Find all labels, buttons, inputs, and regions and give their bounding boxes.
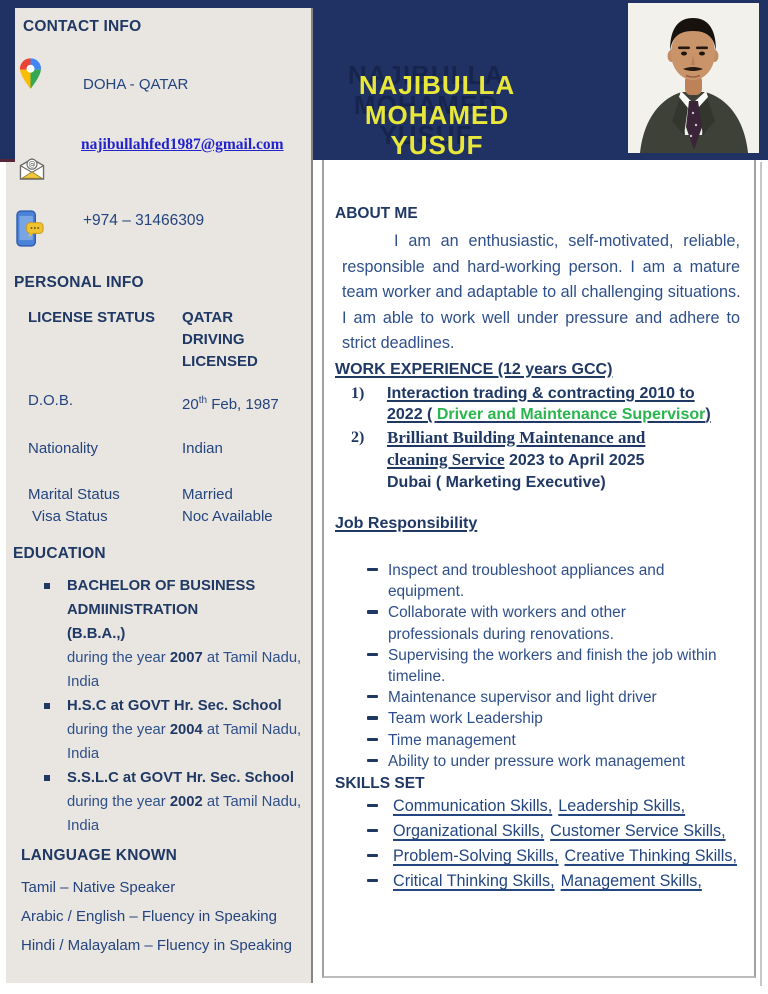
- marital-status-row: [28, 484, 308, 506]
- visa-status-value: Noc Available: [182, 508, 273, 525]
- responsibility-item: Ability to under pressure work management: [335, 751, 754, 772]
- phone-number: +974 – 31466309: [83, 212, 205, 229]
- education-item: S.S.L.C at GOVT Hr. Sec. School during the year 2002 at Tamil Nadu, India: [6, 766, 313, 838]
- about-me-paragraph: I am an enthusiastic, self-motivated, reliable, responsible and hard-working person. I am a mature team worker and adaptable to all challenging situations. I am able to work well under pressure and adhere to strict deadlines.: [342, 232, 741, 353]
- location-text: DOHA - QATAR: [83, 76, 189, 93]
- languages-title: LANGUAGE KNOWN: [21, 847, 178, 864]
- map-pin-icon: [20, 58, 41, 94]
- main-content: [322, 160, 756, 978]
- experience-item-2-line2: cleaning Service 2023 to April 2025: [387, 449, 645, 469]
- responsibility-item: Collaborate with workers and other professionals during renovations.: [335, 602, 754, 644]
- education-detail: during the year 2004 at Tamil Nadu, India: [67, 722, 302, 762]
- portrait-image: [628, 3, 759, 153]
- dash-bullet-icon: [367, 610, 378, 613]
- visa-status-label: Visa Status: [32, 508, 108, 525]
- responsibility-item: Time management: [335, 730, 754, 751]
- dash-bullet-icon: [367, 716, 378, 719]
- skills-row: [335, 819, 754, 844]
- about-me-title: ABOUT ME: [335, 205, 418, 222]
- nationality-row: [28, 438, 308, 460]
- skill-item: Communication Skills,: [393, 797, 553, 815]
- skills-row: [335, 794, 754, 819]
- sidebar: [6, 8, 313, 983]
- profile-photo: [628, 3, 759, 153]
- responsibility-item: Maintenance supervisor and light driver: [335, 687, 754, 708]
- experience-item-2: 2) Brilliant Building Maintenance and cleaning Service 2023 to April 2025 Dubai ( Marketing Executive): [335, 427, 754, 494]
- dash-bullet-icon: [367, 759, 378, 762]
- dash-bullet-icon: [367, 854, 378, 857]
- skills-row: [335, 869, 754, 894]
- name-line-2: MOHAMED YUSUF: [364, 100, 510, 160]
- name-line-1: NAJIBULLA: [358, 70, 516, 100]
- candidate-name: [330, 70, 544, 160]
- license-row: [28, 307, 308, 373]
- dob-label: D.O.B.: [28, 392, 74, 409]
- language-item: Arabic / English – Fluency in Speaking: [21, 908, 277, 925]
- visa-status-row: [32, 506, 312, 528]
- responsibility-item: Inspect and troubleshoot appliances and equipment.: [335, 560, 754, 602]
- education-item: H.S.C at GOVT Hr. Sec. School during the year 2004 at Tamil Nadu, India: [6, 694, 313, 766]
- skill-item: Problem-Solving Skills,: [393, 847, 559, 865]
- work-experience-title: WORK EXPERIENCE (12 years GCC): [335, 360, 613, 378]
- nationality-value: Indian: [182, 440, 223, 457]
- dash-bullet-icon: [367, 653, 378, 656]
- dash-bullet-icon: [367, 695, 378, 698]
- nationality-label: Nationality: [28, 440, 99, 457]
- page-edge-line: [760, 162, 762, 986]
- education-title: EDUCATION: [13, 545, 106, 562]
- skills-row: [335, 844, 754, 869]
- education-detail: during the year 2002 at Tamil Nadu, India: [67, 794, 302, 834]
- license-value: QATAR DRIVING LICENSED: [182, 309, 258, 370]
- dob-row: [28, 390, 308, 416]
- skill-item: Organizational Skills,: [393, 822, 545, 840]
- dob-value: 20th Feb, 1987: [182, 395, 279, 413]
- dash-bullet-icon: [367, 738, 378, 741]
- license-label: LICENSE STATUS: [28, 309, 155, 326]
- skill-item: Customer Service Skills,: [550, 822, 726, 840]
- skill-item: Management Skills,: [560, 872, 702, 890]
- dash-bullet-icon: [367, 568, 378, 571]
- language-item: Tamil – Native Speaker: [21, 879, 176, 896]
- experience-item-1: 1) Interaction trading & contracting 2010 to 2022 ( Driver and Maintenance Supervisor): [335, 383, 754, 426]
- education-detail: during the year 2007 at Tamil Nadu, India: [67, 650, 302, 690]
- education-list: [6, 574, 313, 838]
- marital-status-value: Married: [182, 486, 233, 503]
- responsibility-item: Team work Leadership: [335, 708, 754, 729]
- dash-bullet-icon: [367, 804, 378, 807]
- language-item: Hindi / Malayalam – Fluency in Speaking: [21, 937, 292, 954]
- left-accent-bar: [0, 0, 15, 162]
- skill-item: Leadership Skills,: [558, 797, 686, 815]
- email-link[interactable]: najibullahfed1987@gmail.com: [81, 136, 284, 153]
- education-item: BACHELOR OF BUSINESS ADMIINISTRATION (B.B.A.,) during the year 2007 at Tamil Nadu, India: [6, 574, 313, 694]
- svg-text:@: @: [28, 159, 36, 169]
- skill-item: Creative Thinking Skills,: [564, 847, 737, 865]
- skills-set-title: SKILLS SET: [335, 775, 425, 792]
- role-highlight: Driver and Maintenance Supervisor: [436, 406, 706, 424]
- responsibility-list: [335, 560, 754, 772]
- personal-info-title: PERSONAL INFO: [14, 274, 144, 291]
- dash-bullet-icon: [367, 829, 378, 832]
- experience-item-1-line2: 2022 ( Driver and Maintenance Supervisor): [387, 406, 711, 424]
- job-responsibility-title: Job Responsibility: [335, 514, 478, 532]
- list-number: 1): [351, 384, 365, 402]
- email-icon: [18, 156, 46, 186]
- dash-bullet-icon: [367, 879, 378, 882]
- list-number: 2): [351, 428, 365, 446]
- square-bullet-icon: [44, 583, 50, 589]
- marital-status-label: Marital Status: [28, 486, 120, 503]
- skill-item: Critical Thinking Skills,: [393, 872, 555, 890]
- contact-info-title: CONTACT INFO: [23, 18, 142, 35]
- square-bullet-icon: [44, 703, 50, 709]
- square-bullet-icon: [44, 775, 50, 781]
- responsibility-item: Supervising the workers and finish the job within timeline.: [335, 645, 754, 687]
- phone-icon: [16, 210, 45, 252]
